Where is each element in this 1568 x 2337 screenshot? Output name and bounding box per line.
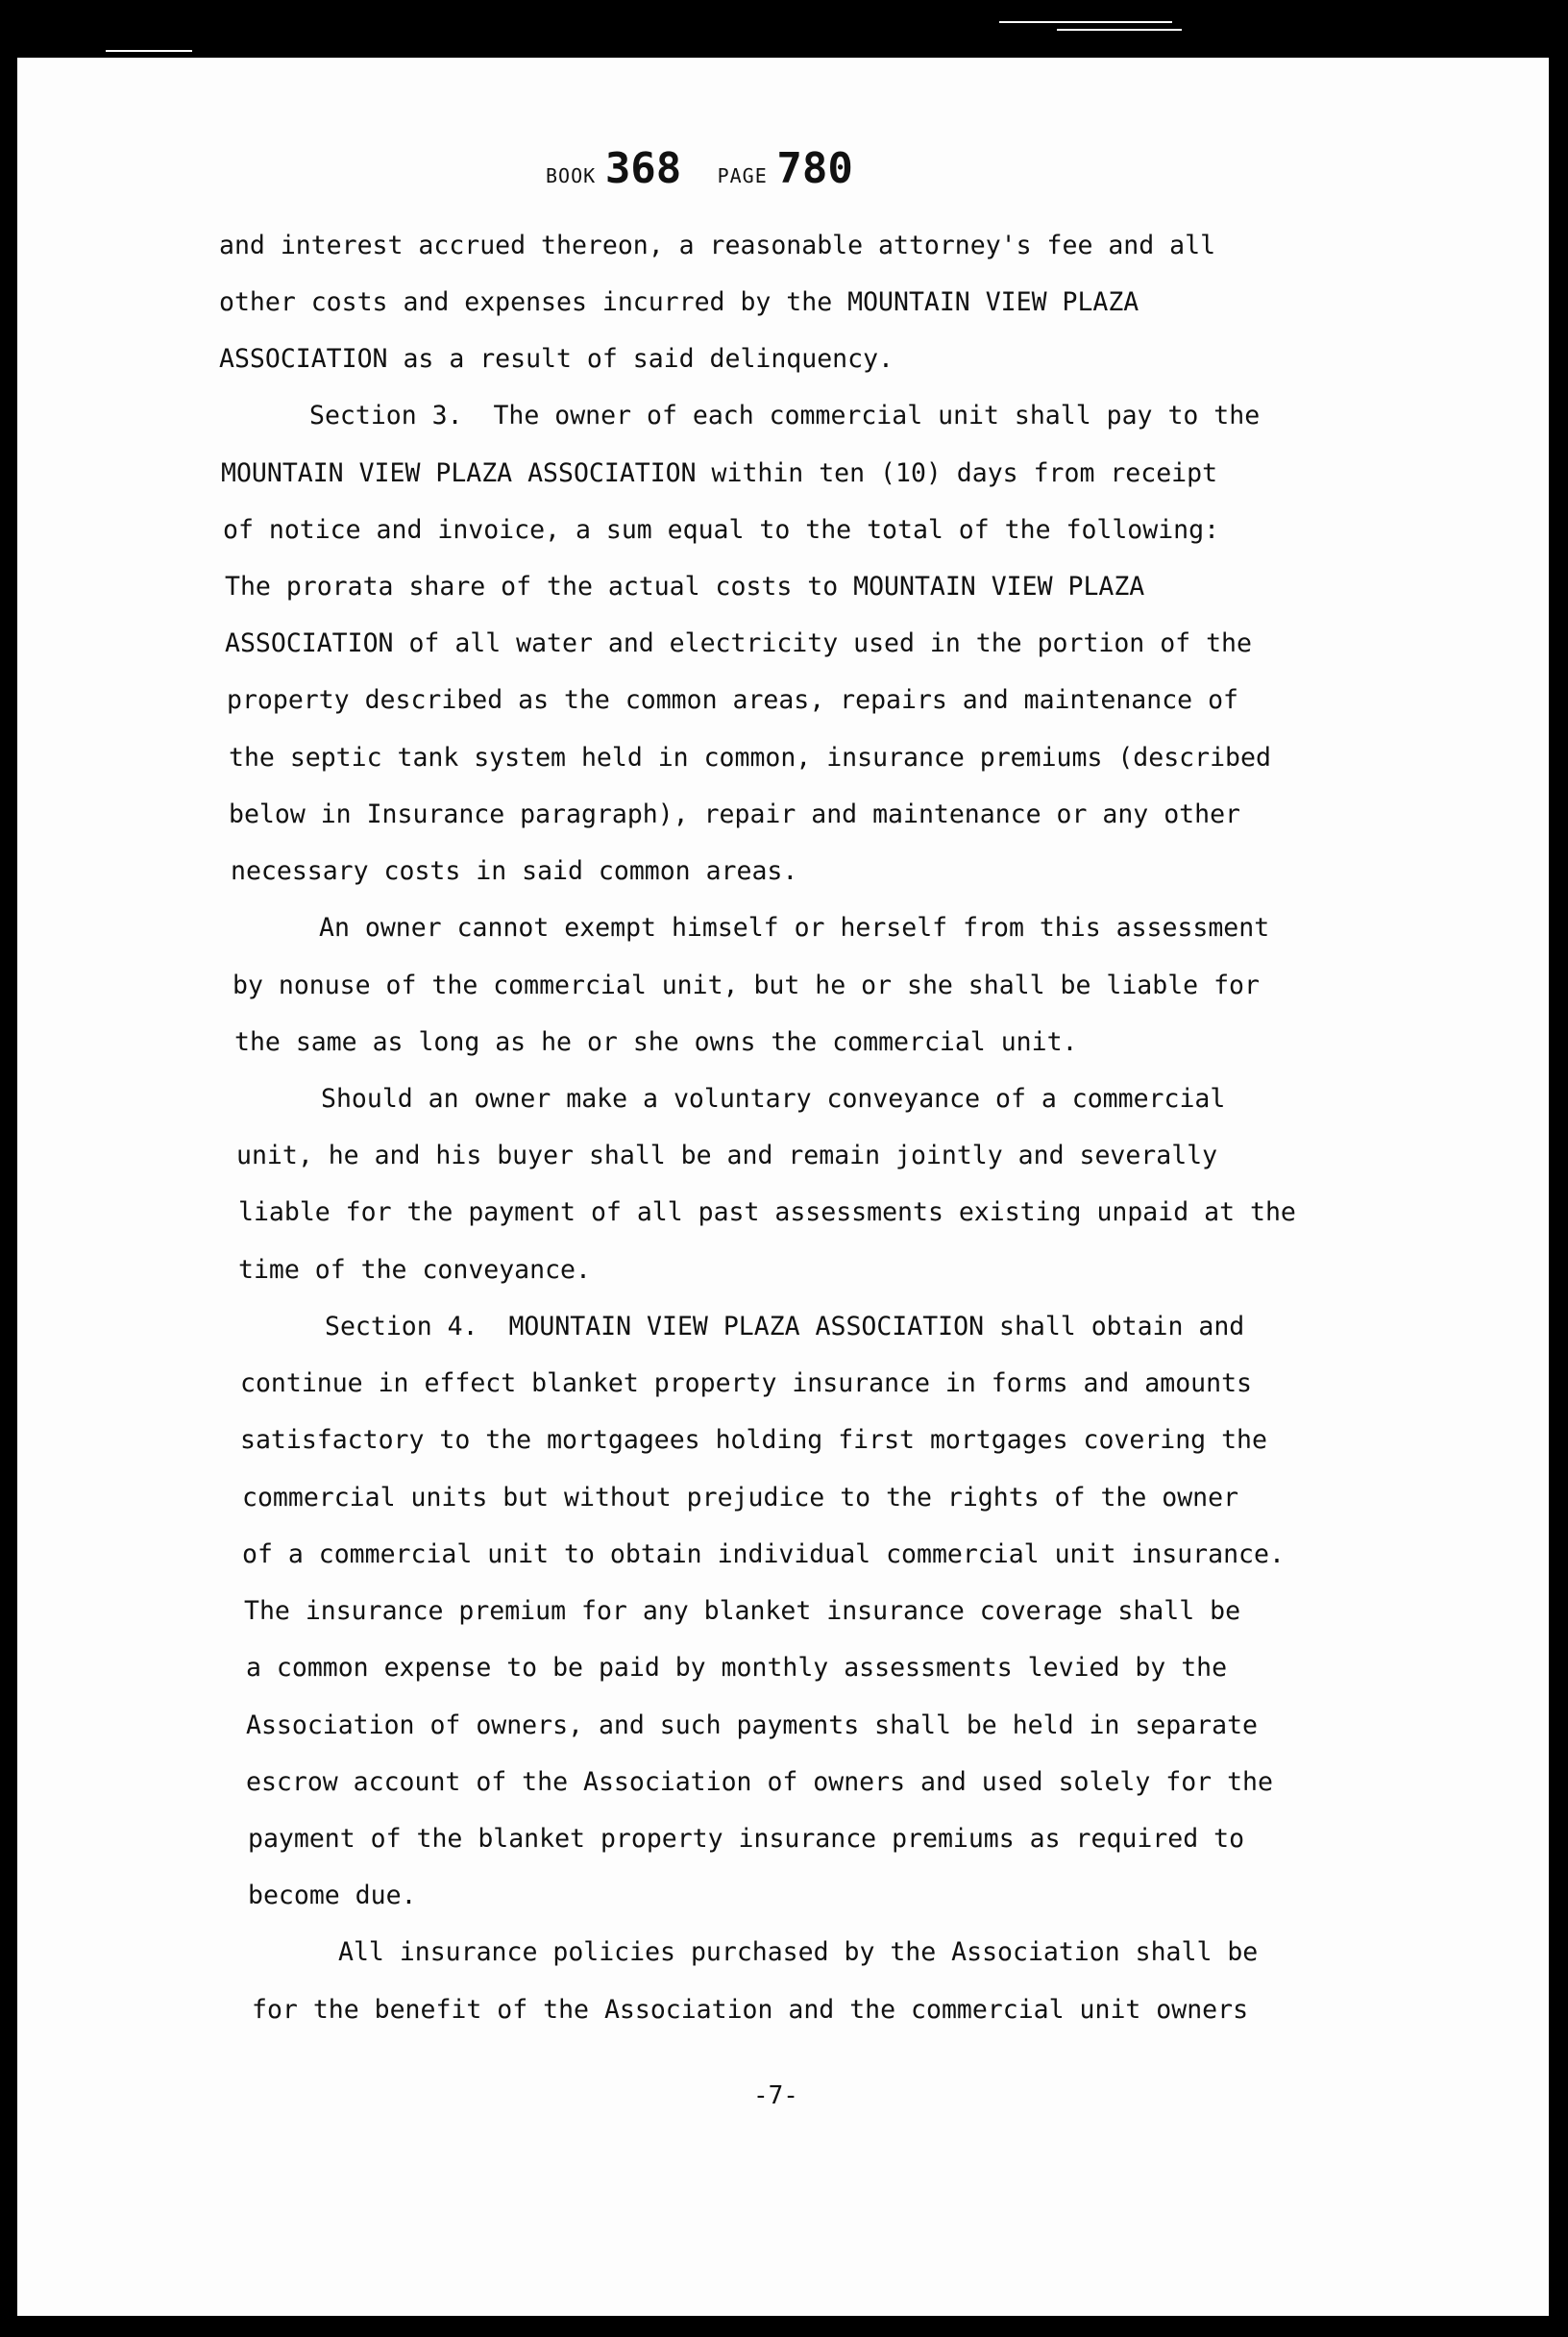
body-line: other costs and expenses incurred by the MOUNTAIN VIEW PLAZA — [219, 287, 1139, 317]
body-line: the septic tank system held in common, insurance premiums (described — [229, 743, 1271, 773]
page-label: PAGE — [717, 164, 768, 187]
body-line: unit, he and his buyer shall be and remain jointly and severally — [236, 1141, 1218, 1170]
body-line: The prorata share of the actual costs to MOUNTAIN VIEW PLAZA — [225, 572, 1145, 602]
body-line: An owner cannot exempt himself or herself from this assessment — [319, 913, 1270, 943]
body-line: commercial units but without prejudice to the rights of the owner — [242, 1483, 1239, 1513]
body-line: the same as long as he or she owns the commercial unit. — [234, 1027, 1078, 1057]
body-line: of a commercial unit to obtain individual commercial unit insurance. — [242, 1539, 1285, 1569]
body-line: ASSOCIATION as a result of said delinquency. — [219, 344, 894, 374]
body-line: liable for the payment of all past assessments existing unpaid at the — [238, 1197, 1296, 1227]
body-line: necessary costs in said common areas. — [231, 856, 798, 886]
body-line: All insurance policies purchased by the Association shall be — [338, 1937, 1259, 1967]
page-number-stamp: 780 — [776, 144, 853, 193]
body-line: ASSOCIATION of all water and electricity used in the portion of the — [225, 628, 1252, 658]
body-line: of notice and invoice, a sum equal to the total of the following: — [223, 515, 1220, 545]
book-page-stamp — [546, 144, 853, 193]
body-line: Section 3. The owner of each commercial unit shall pay to the — [309, 401, 1261, 430]
document-page — [17, 58, 1549, 2316]
scan-edge-mark — [1057, 29, 1182, 31]
scan-edge-mark — [106, 50, 192, 52]
body-line: MOUNTAIN VIEW PLAZA ASSOCIATION within ten (10) days from receipt — [221, 458, 1218, 488]
body-line: and interest accrued thereon, a reasonable attorney's fee and all — [219, 231, 1216, 260]
book-number: 368 — [604, 144, 682, 193]
body-line: Section 4. MOUNTAIN VIEW PLAZA ASSOCIATION shall obtain and — [325, 1312, 1245, 1341]
body-line: a common expense to be paid by monthly assessments levied by the — [246, 1653, 1228, 1683]
body-line: The insurance premium for any blanket insurance coverage shall be — [244, 1596, 1241, 1626]
body-line: Association of owners, and such payments shall be held in separate — [246, 1710, 1258, 1740]
body-line: satisfactory to the mortgagees holding first mortgages covering the — [240, 1425, 1267, 1455]
body-line: below in Insurance paragraph), repair and maintenance or any other — [229, 800, 1240, 829]
page-footer-number: -7- — [753, 2081, 798, 2110]
body-line: time of the conveyance. — [238, 1255, 591, 1285]
body-line: property described as the common areas, repairs and maintenance of — [227, 685, 1238, 715]
body-line: escrow account of the Association of owners and used solely for the — [246, 1767, 1273, 1797]
body-line: for the benefit of the Association and the commercial unit owners — [252, 1995, 1249, 2025]
book-label: BOOK — [546, 164, 597, 187]
body-line: Should an owner make a voluntary conveyance of a commercial — [321, 1084, 1226, 1114]
body-line: continue in effect blanket property insurance in forms and amounts — [240, 1368, 1252, 1398]
body-line: become due. — [248, 1881, 417, 1910]
body-line: payment of the blanket property insurance premiums as required to — [248, 1824, 1245, 1854]
scan-edge-mark — [999, 21, 1172, 23]
body-line: by nonuse of the commercial unit, but he or she shall be liable for — [233, 971, 1260, 1000]
